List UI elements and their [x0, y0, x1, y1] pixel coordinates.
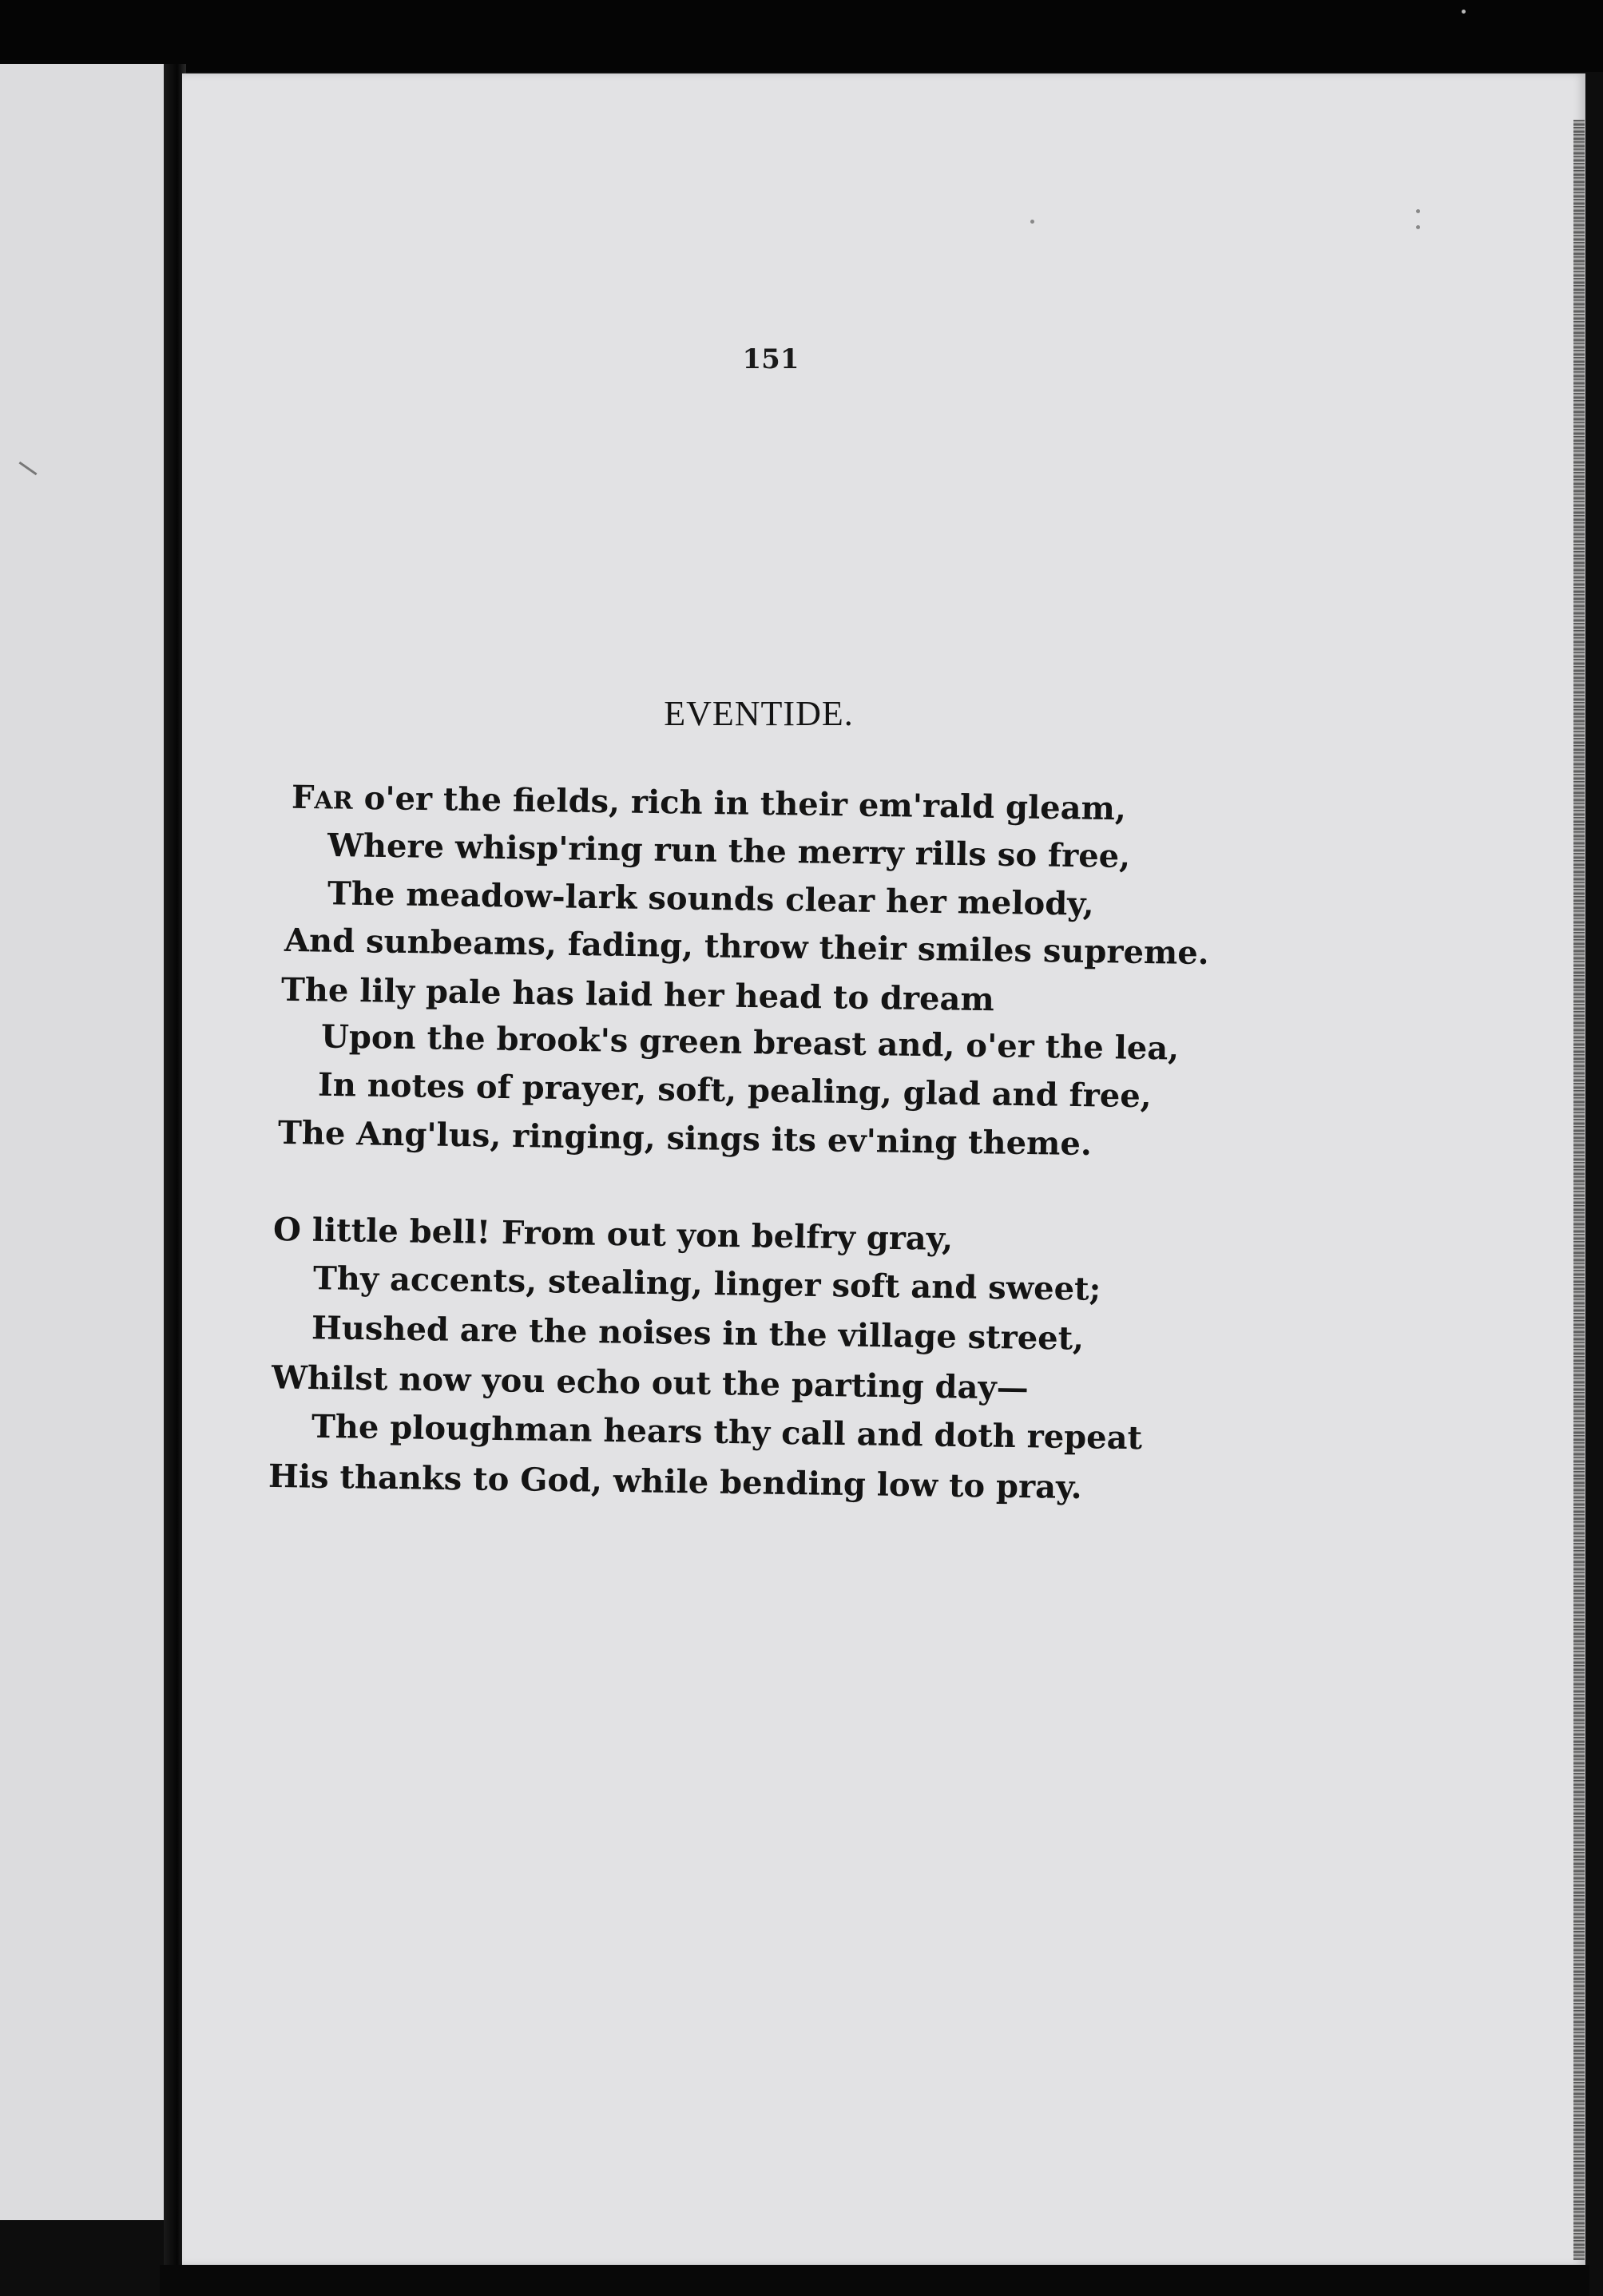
stanza-2-line-2: Thy accents, stealing, linger soft and sweet; — [312, 1259, 1101, 1308]
line-text: o'er the fields, rich in their em'rald gleam, — [352, 779, 1127, 828]
scan-top-shadow — [0, 0, 1603, 72]
paper-speck — [1462, 10, 1466, 14]
stanza-1-line-4: And sunbeams, fading, throw their smiles supreme. — [284, 921, 1209, 973]
stanza-1-line-7: In notes of prayer, soft, pealing, glad and free, — [317, 1065, 1152, 1116]
paper-speck — [1416, 209, 1420, 213]
stanza-1-line-5: The lily pale has laid her head to dream — [280, 970, 995, 1019]
paper-speck — [1030, 220, 1034, 224]
stanza-2-line-6: His thanks to God, while bending low to pray. — [268, 1457, 1082, 1507]
stanza-2-line-5: The ploughman hears thy call and doth repeat — [311, 1407, 1143, 1457]
paper-speck — [1416, 225, 1420, 229]
page-fore-edge — [1573, 120, 1585, 2260]
stanza-1-line-2: Where whisp'ring run the merry rills so free, — [327, 826, 1131, 876]
facing-page-edge — [0, 64, 169, 2220]
stanza-2-line-3: Hushed are the noises in the village street, — [311, 1309, 1085, 1358]
facing-page-mark — [18, 462, 37, 475]
poem-title: EVENTIDE. — [664, 694, 854, 733]
page-sheet — [182, 73, 1585, 2266]
stanza-1-line-8: The Ang'lus, ringing, sings its ev'ning theme. — [277, 1113, 1093, 1164]
stanza-2-line-1: O little bell! From out yon belfry gray, — [272, 1211, 954, 1258]
opening-small-caps: AR — [314, 787, 353, 815]
stanza-2-line-4: Whilst now you echo out the parting day— — [271, 1358, 1029, 1407]
page-number: 151 — [742, 343, 800, 375]
opening-capital: F — [291, 778, 315, 817]
stanza-1-line-3: The meadow-lark sounds clear her melody, — [327, 874, 1094, 923]
stanza-1-line-6: Upon the brook's green breast and, o'er the lea, — [320, 1017, 1180, 1068]
scan-bottom-shadow — [160, 2265, 1589, 2296]
